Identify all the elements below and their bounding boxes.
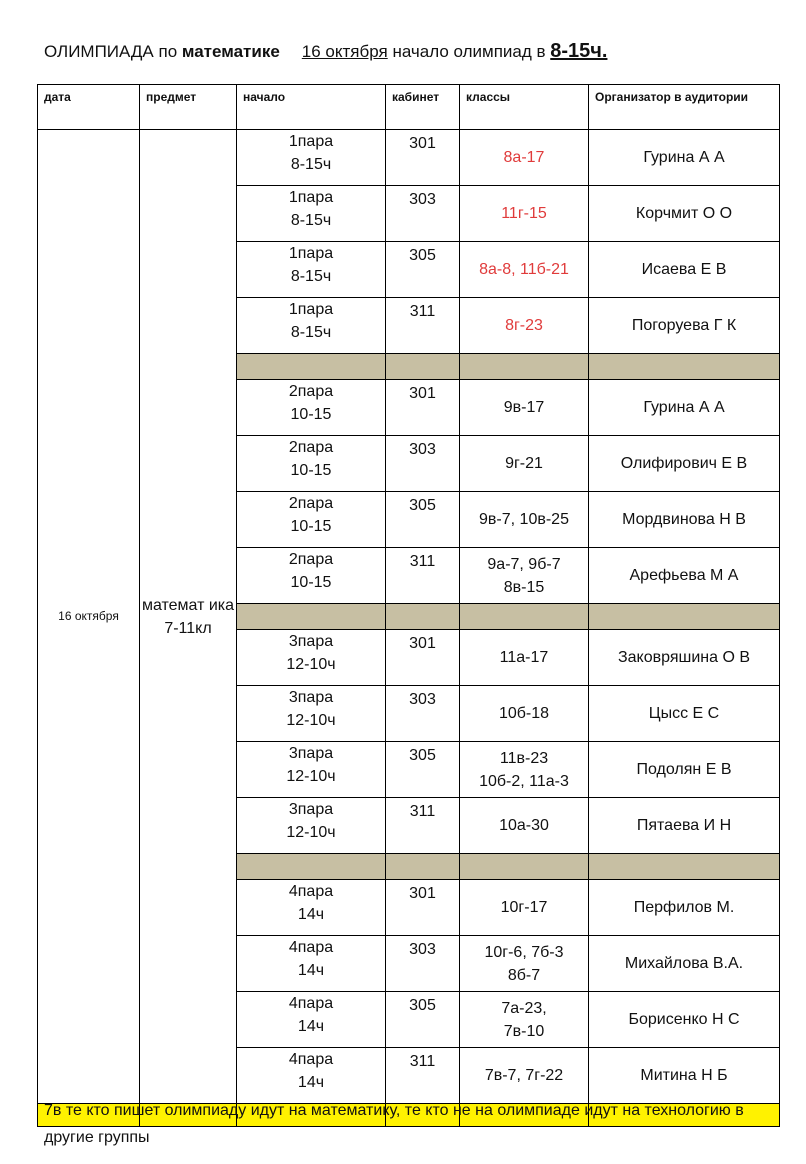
classes-cell [460,936,589,992]
organizer-cell: Митина Н Б [589,1048,780,1104]
class-line: 9г-21 [505,455,543,472]
pair-label: 3пара [288,689,334,706]
classes-cell [460,436,589,492]
room-cell: 301 [386,380,460,436]
room-cell: 303 [386,936,460,992]
class-line: 10г-6, 7б-3 [484,943,564,961]
pair-time: 8-15ч [290,324,332,341]
pair-label: 4пара [288,995,334,1012]
start-cell [237,130,386,186]
pair-time: 12-10ч [286,712,336,729]
footer-note: 7в те кто пишет олимпиаду идут на математику, те кто не на олимпиаде идут на технологию в другие группы [44,1102,744,1146]
room-cell: 301 [386,130,460,186]
pair-time: 8-15ч [290,268,332,285]
organizer-cell: Михайлова В.А. [589,936,780,992]
pair-label: 2пара [288,495,334,512]
organizer-cell: Цысс Е С [589,686,780,742]
organizer-cell: Борисенко Н С [589,992,780,1048]
classes-cell [460,798,589,854]
classes-cell [460,880,589,936]
pair-label: 1пара [288,301,334,318]
start-cell [237,880,386,936]
room-cell: 303 [386,436,460,492]
separator-cell [589,854,780,880]
separator-cell [460,354,589,380]
classes-cell [460,1048,589,1104]
separator-cell [460,854,589,880]
subject-cell: математ ика 7-11кл [140,130,237,1104]
classes-cell [460,992,589,1048]
classes-cell [460,130,589,186]
pair-label: 1пара [288,133,334,150]
class-line: 11г-15 [501,205,547,222]
organizer-cell: Олифирович Е В [589,436,780,492]
separator-cell [237,854,386,880]
room-cell: 311 [386,298,460,354]
start-cell [237,1048,386,1104]
start-cell [237,548,386,604]
pair-time: 14ч [297,906,325,923]
pair-time: 8-15ч [290,212,332,229]
schedule-table [37,84,780,1127]
separator-cell [237,604,386,630]
start-cell [237,186,386,242]
title-subject: математике [181,42,280,61]
pair-time: 14ч [297,1018,325,1035]
header-date: дата [38,85,140,130]
organizer-cell: Гурина А А [589,380,780,436]
pair-time: 10-15 [290,518,332,535]
page-title [44,40,607,63]
pair-label: 4пара [288,883,334,900]
pair-label: 2пара [288,439,334,456]
class-line: 11в-23 [499,749,549,767]
class-line: 8б-7 [507,966,541,984]
start-cell [237,242,386,298]
start-cell [237,380,386,436]
room-cell: 311 [386,798,460,854]
separator-cell [589,604,780,630]
class-line: 8а-17 [503,149,545,166]
header-subject: предмет [140,85,237,130]
class-line: 10а-30 [499,817,549,834]
start-cell [237,936,386,992]
pair-label: 3пара [288,801,334,818]
class-line: 7в-7, 7г-22 [484,1067,564,1084]
class-line: 7в-10 [503,1022,545,1040]
pair-label: 2пара [288,383,334,400]
class-line: 9а-7, 9б-7 [487,555,561,573]
class-line: 10б-2, 11а-3 [479,772,569,790]
start-cell [237,798,386,854]
class-line: 8а-8, 11б-21 [479,261,569,278]
classes-cell [460,686,589,742]
classes-cell [460,492,589,548]
organizer-cell: Корчмит О О [589,186,780,242]
class-line: 11а-17 [499,649,549,666]
start-cell [237,436,386,492]
start-cell [237,742,386,798]
start-cell [237,298,386,354]
pair-time: 8-15ч [290,156,332,173]
class-line: 7а-23, [501,999,547,1017]
organizer-cell: Арефьева М А [589,548,780,604]
class-line: 10б-18 [498,705,550,722]
organizer-cell: Заковряшина О В [589,630,780,686]
start-cell [237,686,386,742]
organizer-cell: Мордвинова Н В [589,492,780,548]
pair-label: 1пара [288,189,334,206]
pair-time: 10-15 [290,406,332,423]
room-cell: 301 [386,880,460,936]
table-row [38,130,780,186]
title-date: 16 октября [301,42,388,61]
date-cell: 16 октября [38,130,140,1104]
class-line: 9в-7, 10в-25 [479,511,569,528]
classes-cell [460,548,589,604]
title-start-text: начало олимпиад в [387,42,551,61]
separator-cell [386,854,460,880]
pair-label: 4пара [288,1051,334,1068]
separator-cell [460,604,589,630]
room-cell: 311 [386,548,460,604]
organizer-cell: Пятаева И Н [589,798,780,854]
pair-label: 2пара [288,551,334,568]
room-cell: 305 [386,742,460,798]
pair-time: 14ч [297,1074,325,1091]
class-line: 9в-17 [503,399,545,416]
pair-label: 4пара [288,939,334,956]
organizer-cell: Гурина А А [589,130,780,186]
room-cell: 305 [386,492,460,548]
classes-cell [460,186,589,242]
pair-label: 3пара [288,745,334,762]
organizer-cell: Перфилов М. [589,880,780,936]
separator-cell [589,354,780,380]
organizer-cell: Погоруева Г К [589,298,780,354]
classes-cell [460,742,589,798]
title-start-time: 8-15ч. [550,40,608,62]
classes-cell [460,242,589,298]
header-room: кабинет [386,85,460,130]
classes-cell [460,380,589,436]
pair-label: 1пара [288,245,334,262]
separator-cell [386,354,460,380]
start-cell [237,630,386,686]
class-line: 8г-23 [505,317,543,334]
class-line: 8в-15 [503,578,545,596]
title-prefix: ОЛИМПИАДА по [44,42,182,61]
room-cell: 305 [386,242,460,298]
room-cell: 305 [386,992,460,1048]
room-cell: 311 [386,1048,460,1104]
organizer-cell: Подолян Е В [589,742,780,798]
pair-time: 10-15 [290,462,332,479]
room-cell: 303 [386,686,460,742]
pair-time: 12-10ч [286,656,336,673]
pair-time: 14ч [297,962,325,979]
classes-cell [460,298,589,354]
start-cell [237,492,386,548]
organizer-cell: Исаева Е В [589,242,780,298]
classes-cell [460,630,589,686]
pair-time: 10-15 [290,574,332,591]
pair-label: 3пара [288,633,334,650]
pair-time: 12-10ч [286,824,336,841]
room-cell: 303 [386,186,460,242]
table-header-row [38,85,780,130]
header-organizer: Организатор в аудитории [589,85,780,130]
separator-cell [237,354,386,380]
header-classes: классы [460,85,589,130]
header-start: начало [237,85,386,130]
separator-cell [386,604,460,630]
room-cell: 301 [386,630,460,686]
pair-time: 12-10ч [286,768,336,785]
class-line: 10г-17 [500,899,548,916]
start-cell [237,992,386,1048]
